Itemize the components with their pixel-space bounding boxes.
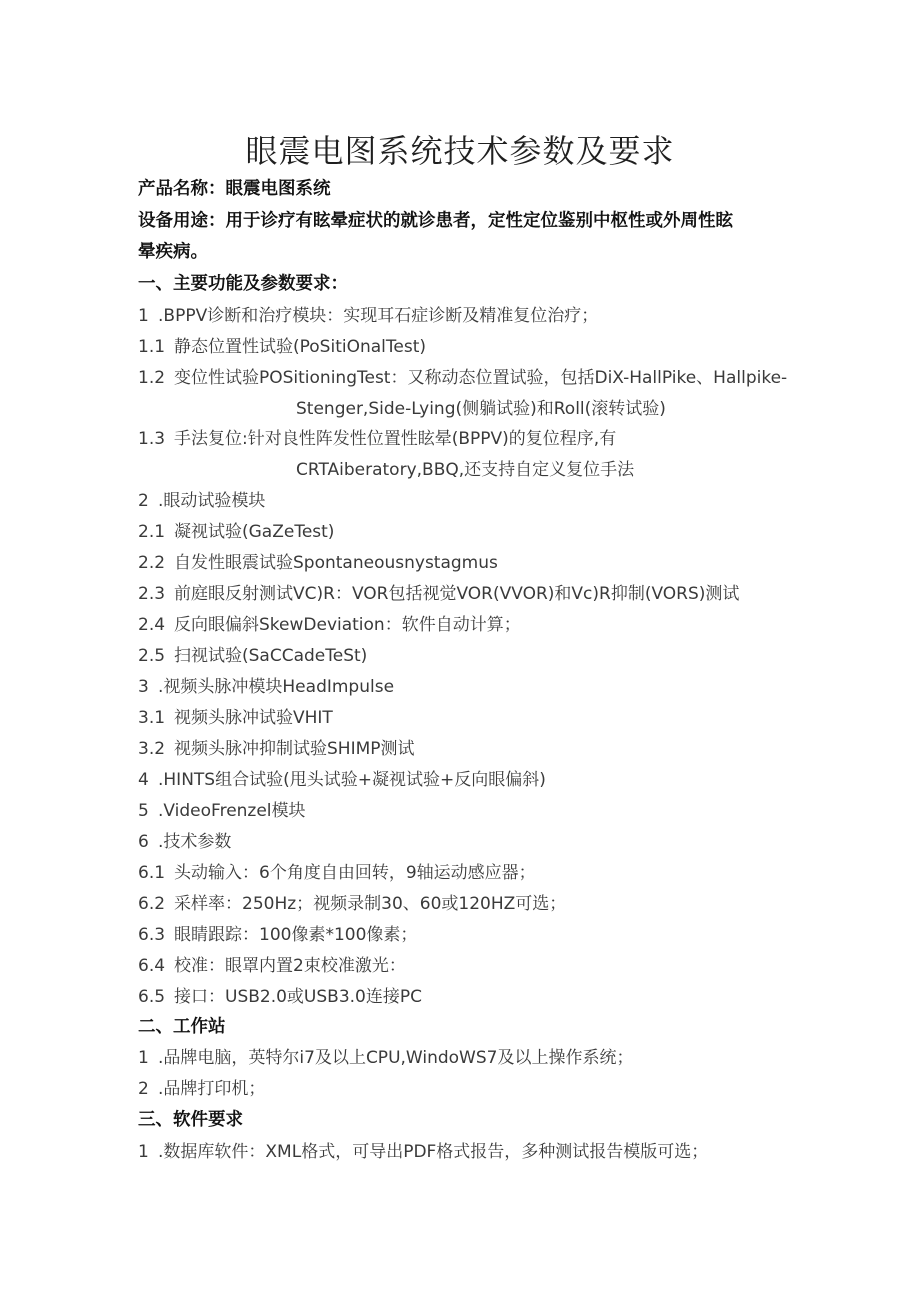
list-item-continuation: Stenger,Side-Lying(侧躺试验)和Roll(滚转试验) <box>296 399 666 419</box>
product-name: 产品名称：眼震电图系统 <box>138 179 331 199</box>
list-item: 2.2 自发性眼震试验Spontaneousnystagmus <box>138 553 498 573</box>
list-item: 1 .品牌电脑，英特尔i7及以上CPU,WindoWS7及以上操作系统； <box>138 1048 634 1068</box>
list-item: 2.4 反向眼偏斜SkewDeviation：软件自动计算； <box>138 615 521 635</box>
list-item: 6.3 眼睛跟踪：100像素*100像素； <box>138 925 418 945</box>
list-item: 2.3 前庭眼反射测试VC)R：VOR包括视觉VOR(VVOR)和Vc)R抑制(VORS)测试 <box>138 584 740 604</box>
list-item: 2 .品牌打印机； <box>138 1079 266 1099</box>
list-item: 1 .BPPV诊断和治疗模块：实现耳石症诊断及精准复位治疗； <box>138 306 599 326</box>
page-title: 眼震电图系统技术参数及要求 <box>245 132 675 170</box>
list-item: 6.4 校准：眼罩内置2束校准激光： <box>138 956 406 976</box>
list-item: 2 .眼动试验模块 <box>138 491 266 511</box>
list-item: 3.2 视频头脉冲抑制试验SHIMP测试 <box>138 739 415 759</box>
section-2-heading: 二、工作站 <box>138 1017 226 1037</box>
list-item: 6.5 接口：USB2.0或USB3.0连接PC <box>138 987 422 1007</box>
list-item: 6.2 采样率：250Hz；视频录制30、60或120HZ可选； <box>138 894 567 914</box>
section-3-heading: 三、软件要求 <box>138 1110 243 1130</box>
usage-line-1: 设备用途：用于诊疗有眩晕症状的就诊患者，定性定位鉴别中枢性或外周性眩 <box>138 211 733 231</box>
list-item: 2.1 凝视试验(GaZeTest) <box>138 522 335 542</box>
list-item: 3.1 视频头脉冲试验VHIT <box>138 708 333 728</box>
usage-line-2: 晕疾病。 <box>138 242 208 262</box>
list-item: 3 .视频头脉冲模块HeadImpulse <box>138 677 395 697</box>
list-item: 5 .VideoFrenzel模块 <box>138 801 306 821</box>
list-item-continuation: CRTAiberatory,BBQ,还支持自定义复位手法 <box>296 460 635 480</box>
list-item: 1.2 变位性试验POSitioningTest：又称动态位置试验，包括DiX-HallPike、Hallpike- <box>138 368 788 388</box>
list-item: 4 .HINTS组合试验(甩头试验+凝视试验+反向眼偏斜) <box>138 770 546 790</box>
list-item: 2.5 扫视试验(SaCCadeTeSt) <box>138 646 368 666</box>
list-item: 6.1 头动输入：6个角度自由回转，9轴运动感应器； <box>138 863 536 883</box>
list-item: 1.3 手法复位:针对良性阵发性位置性眩晕(BPPV)的复位程序,有 <box>138 429 617 449</box>
section-1-heading: 一、主要功能及参数要求： <box>138 274 348 294</box>
list-item: 6 .技术参数 <box>138 832 232 852</box>
list-item: 1.1 静态位置性试验(PoSitiOnalTest) <box>138 337 426 357</box>
list-item: 1 .数据库软件：XML格式，可导出PDF格式报告，多种测试报告模版可选； <box>138 1142 709 1162</box>
